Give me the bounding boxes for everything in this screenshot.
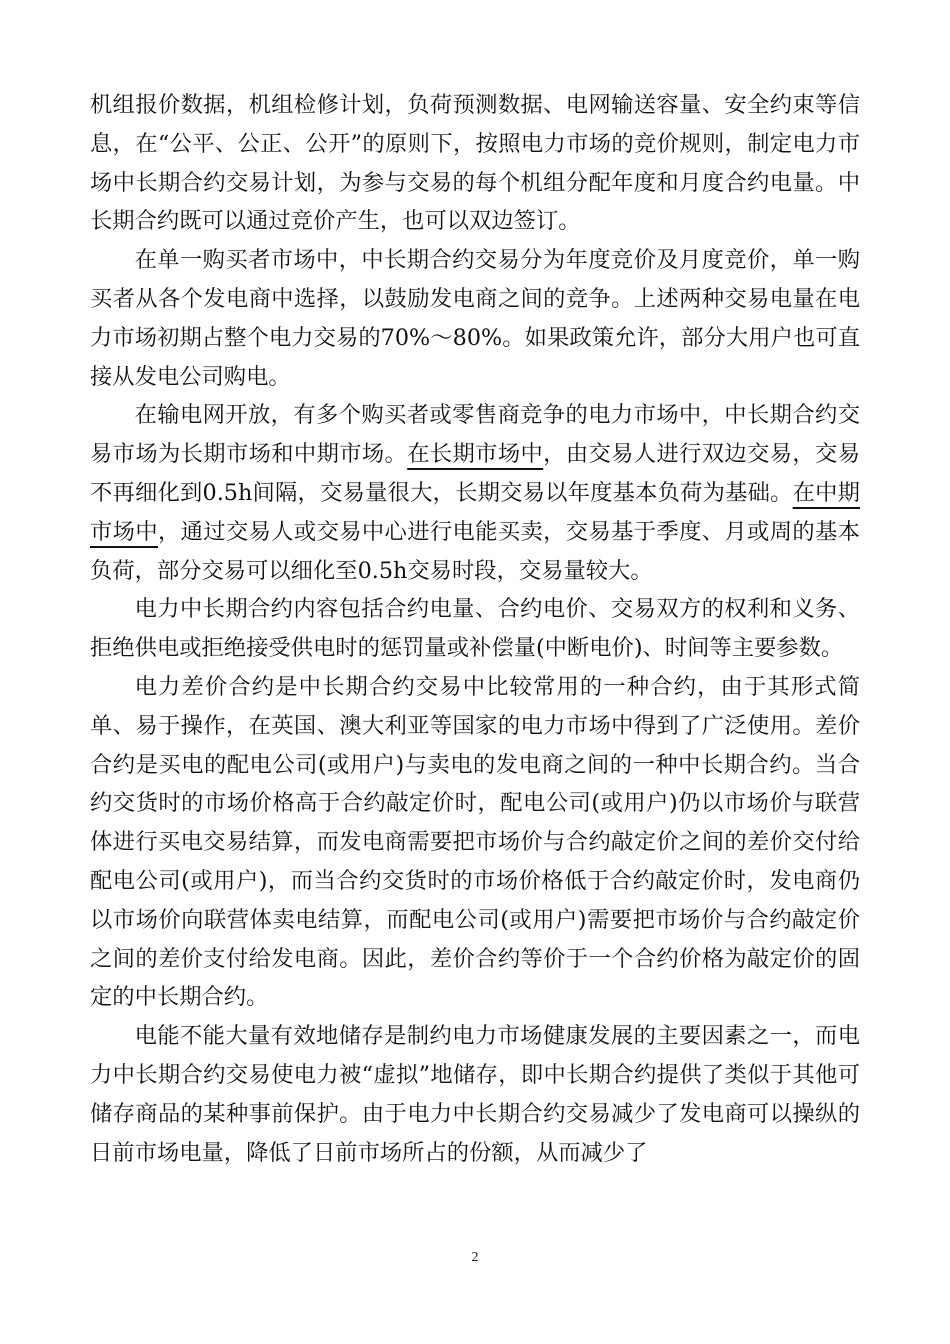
paragraph-3-text-a: 在输电网开放，有多个购买者或零售商竞争的电力市场中，中长期合约交易市场为长期市场和中期市场。 xyxy=(90,402,860,468)
paragraph-3 xyxy=(90,396,860,590)
paragraph-3-text-c: ，通过交易人或交易中心进行电能买卖，交易基于季度、月或周的基本负荷，部分交易可以细化至0.5h交易时段，交易量较大。 xyxy=(90,518,860,584)
paragraph-2: 在单一购买者市场中，中长期合约交易分为年度竞价及月度竞价，单一购买者从各个发电商中选择，以鼓励发电商之间的竞争。上述两种交易电量在电力市场初期占整个电力交易的70%～80%。如果政策允许，部分大用户也可直接从发电公司购电。 xyxy=(90,247,860,390)
paragraph-5: 电力差价合约是中长期合约交易中比较常用的一种合约，由于其形式简单、易于操作，在英国、澳大利亚等国家的电力市场中得到了广泛使用。差价合约是买电的配电公司(或用户)与卖电的发电商之间的一种中长期合约。当合约交货时的市场价格高于合约敲定价时，配电公司(或用户)仍以市场价与联营体进行买电交易结算，而发电商需要把市场价与合约敲定价之间的差价交付给配电公司(或用户)，而当合约交货时的市场价格低于合约敲定价时，发电商仍以市场价向联营体卖电结算，而配电公司(或用户)需要把市场价与合约敲定价之间的差价支付给发电商。因此，差价合约等价于一个合约价格为敲定价的固定的中长期合约。 xyxy=(90,673,860,1011)
paragraph-1: 机组报价数据，机组检修计划，负荷预测数据、电网输送容量、安全约束等信息，在“公平、公正、公开”的原则下，按照电力市场的竞价规则，制定电力市场中长期合约交易计划，为参与交易的每个机组分配年度和月度合约电量。中长期合约既可以通过竞价产生，也可以双边签订。 xyxy=(90,92,860,235)
underlined-long-term-market: 在长期市场中 xyxy=(407,441,544,468)
underlined-mid-term-market: 在中期市场中 xyxy=(90,479,860,545)
paragraph-3-text-b: ，由交易人进行双边交易，交易不再细化到0.5h间隔，交易量很大，长期交易以年度基本负荷为基础。 xyxy=(90,441,860,506)
document-page xyxy=(90,86,860,1172)
paragraph-6: 电能不能大量有效地储存是制约电力市场健康发展的主要因素之一，而电力中长期合约交易使电力被“虚拟”地储存，即中长期合约提供了类似于其他可储存商品的某种事前保护。由于电力中长期合约交易减少了发电商可以操纵的日前市场电量，降低了日前市场所占的份额，从而减少了 xyxy=(90,1023,860,1166)
paragraph-4: 电力中长期合约内容包括合约电量、合约电价、交易双方的权利和义务、拒绝供电或拒绝接受供电时的惩罚量或补偿量(中断电价)、时间等主要参数。 xyxy=(90,596,860,662)
page-number: 2 xyxy=(471,1250,479,1265)
